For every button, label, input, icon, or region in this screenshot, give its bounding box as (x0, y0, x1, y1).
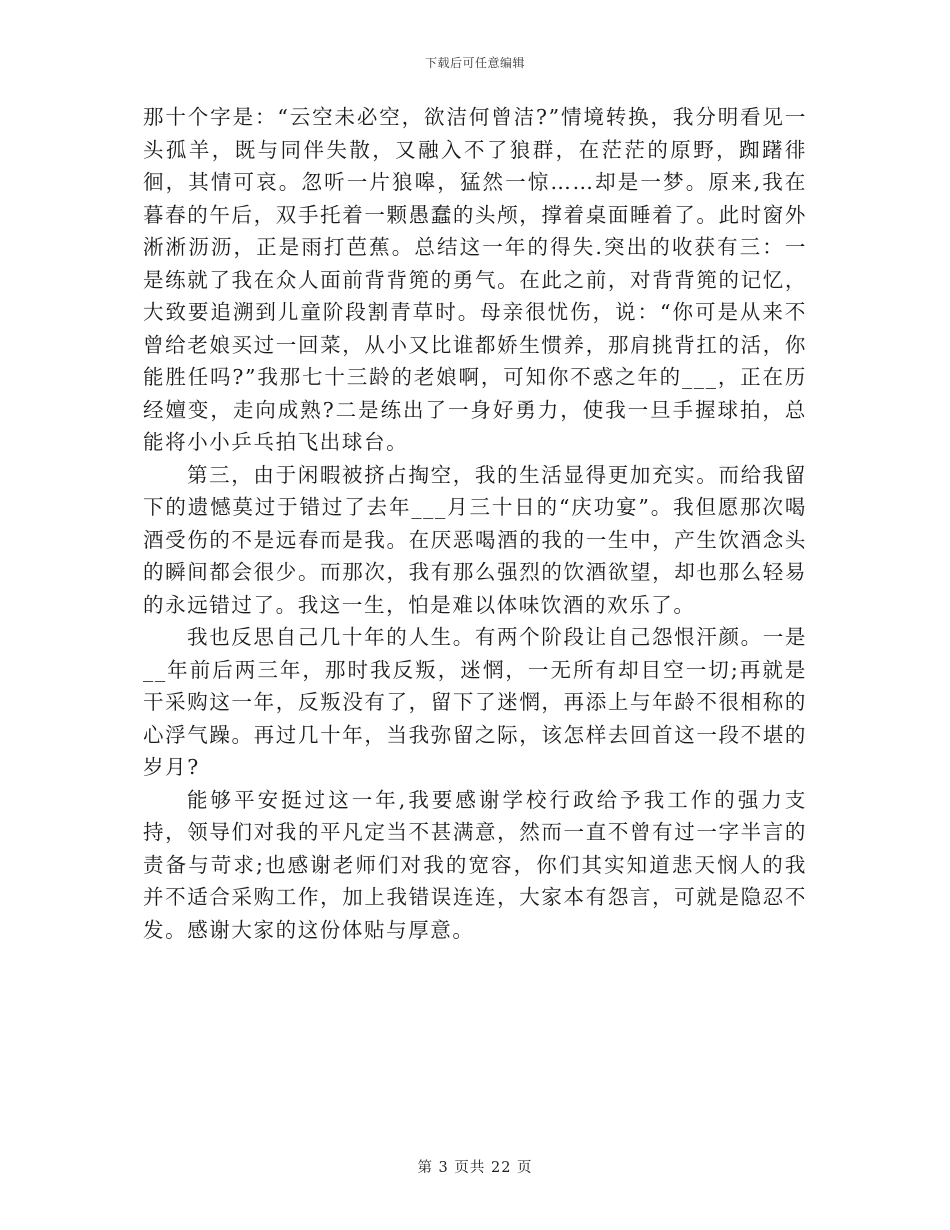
paragraph-3: 我也反思自己几十年的人生。有两个阶段让自己怨恨汗颜。一是__年前后两三年，那时我反叛，迷惘，一无所有却目空一切;再就是干采购这一年，反叛没有了，留下了迷惘，再添上与年龄不很相称的心浮气躁。再过几十年，当我弥留之际，该怎样去回首这一段不堪的岁月? (143, 625, 807, 779)
paragraph-4: 能够平安挺过这一年,我要感谢学校行政给予我工作的强力支持，领导们对我的平凡定当不甚满意，然而一直不曾有过一字半言的责备与苛求;也感谢老师们对我的宽容，你们其实知道悲天悯人的我并不适合采购工作，加上我错误连连，大家本有怨言，可就是隐忍不发。感谢大家的这份体贴与厚意。 (143, 787, 807, 942)
paragraph-2: 第三，由于闲暇被挤占掏空，我的生活显得更加充实。而给我留下的遗憾莫过于错过了去年___月三十日的“庆功宴”。我但愿那次喝酒受伤的不是远春而是我。在厌恶喝酒的我的一生中，产生饮酒念头的瞬间都会很少。而那次，我有那么强烈的饮酒欲望，却也那么轻易的永远错过了。我这一生，怕是难以体味饮酒的欢乐了。 (143, 462, 807, 617)
document-body (143, 101, 807, 946)
page-header: 下载后可任意编辑 (424, 56, 525, 70)
page-footer: 第 3 页共 22 页 (417, 1160, 533, 1176)
paragraph-1: 那十个字是：“云空未必空，欲洁何曾洁?”情境转换，我分明看见一头孤羊，既与同伴失散，又融入不了狼群，在茫茫的原野，踟躇徘徊，其情可哀。忽听一片狼嗥，猛然一惊……却是一梦。原来,我在暮春的午后，双手托着一颗愚蠢的头颅，撑着桌面睡着了。此时窗外淅淅沥沥，正是雨打芭蕉。总结这一年的得失.突出的收获有三：一是练就了我在众人面前背背篼的勇气。在此之前，对背背篼的记忆，大致要追溯到儿童阶段割青草时。母亲很忧伤，说：“你可是从来不曾给老娘买过一回菜，从小又比谁都娇生惯养，那肩挑背扛的活，你能胜任吗?”我那七十三龄的老娘啊，可知你不惑之年的___，正在历经嬗变，走向成熟?二是练出了一身好勇力，使我一旦手握球拍，总能将小小乒乓拍飞出球台。 (143, 105, 807, 454)
